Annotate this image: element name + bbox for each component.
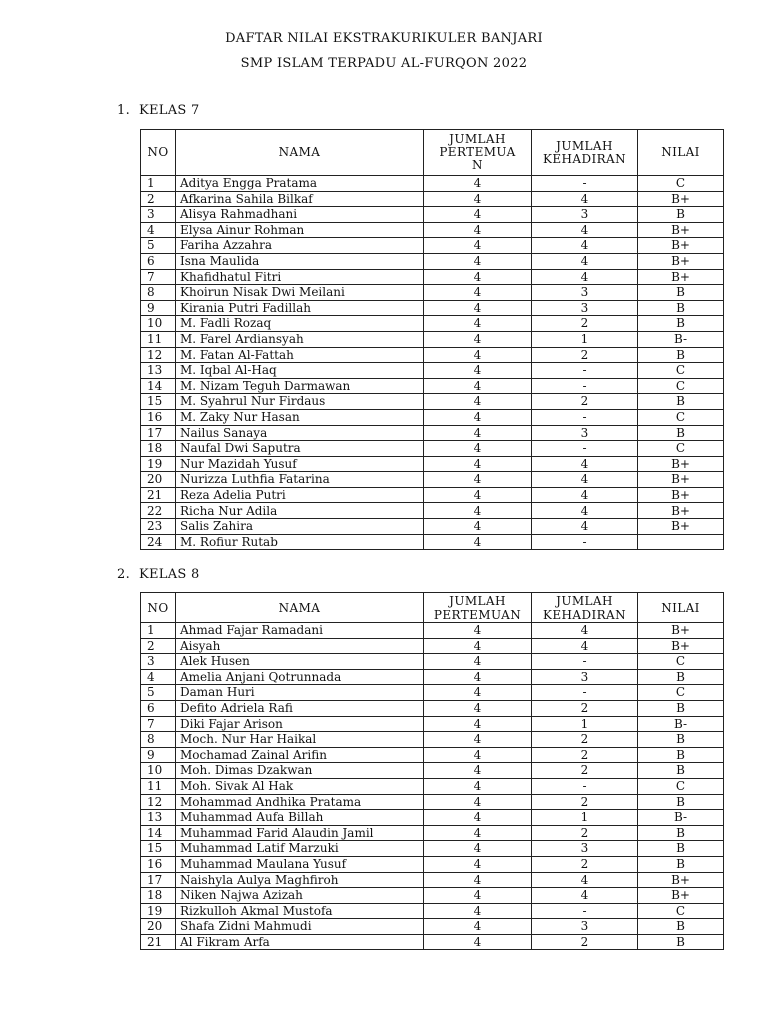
cell-jumlah-kehadiran: 2 xyxy=(532,825,638,841)
cell-jumlah-pertemuan: 4 xyxy=(424,425,532,441)
cell-jumlah-kehadiran: 1 xyxy=(532,810,638,826)
table-row xyxy=(141,347,724,363)
cell-nilai: C xyxy=(638,409,724,425)
table-row xyxy=(141,441,724,457)
table-row xyxy=(141,700,724,716)
table-row xyxy=(141,919,724,935)
cell-jumlah-kehadiran: - xyxy=(532,409,638,425)
cell-jumlah-pertemuan: 4 xyxy=(424,503,532,519)
cell-nama: Khafidhatul Fitri xyxy=(176,269,424,285)
cell-nama: M. Rofiur Rutab xyxy=(176,534,424,550)
table-row xyxy=(141,872,724,888)
cell-jumlah-pertemuan: 4 xyxy=(424,176,532,192)
cell-jumlah-pertemuan: 4 xyxy=(424,654,532,670)
cell-nilai: B xyxy=(638,841,724,857)
cell-nilai: B xyxy=(638,394,724,410)
cell-jumlah-kehadiran: 4 xyxy=(532,872,638,888)
table-row xyxy=(141,934,724,950)
table-row xyxy=(141,794,724,810)
cell-jumlah-pertemuan: 4 xyxy=(424,716,532,732)
cell-nama: M. Nizam Teguh Darmawan xyxy=(176,378,424,394)
cell-jumlah-kehadiran: 4 xyxy=(532,487,638,503)
cell-nilai: C xyxy=(638,654,724,670)
cell-nama: Muhammad Maulana Yusuf xyxy=(176,856,424,872)
cell-nilai: B xyxy=(638,732,724,748)
cell-jumlah-pertemuan: 4 xyxy=(424,841,532,857)
table-row xyxy=(141,623,724,639)
table-body xyxy=(141,176,724,550)
cell-jumlah-kehadiran: 3 xyxy=(532,669,638,685)
cell-nama: M. Zaky Nur Hasan xyxy=(176,409,424,425)
cell-nilai: C xyxy=(638,903,724,919)
cell-jumlah-kehadiran: 2 xyxy=(532,394,638,410)
cell-no: 19 xyxy=(141,903,176,919)
cell-jumlah-pertemuan: 4 xyxy=(424,919,532,935)
table-row xyxy=(141,487,724,503)
table-row xyxy=(141,269,724,285)
cell-jumlah-kehadiran: - xyxy=(532,534,638,550)
cell-nama: Shafa Zidni Mahmudi xyxy=(176,919,424,935)
cell-nilai: B+ xyxy=(638,888,724,904)
cell-jumlah-kehadiran: - xyxy=(532,378,638,394)
cell-nilai: C xyxy=(638,685,724,701)
cell-nilai: B+ xyxy=(638,503,724,519)
table-row xyxy=(141,519,724,535)
cell-jumlah-kehadiran: 3 xyxy=(532,425,638,441)
cell-nama: Diki Fajar Arison xyxy=(176,716,424,732)
cell-no: 1 xyxy=(141,176,176,192)
header-jumlah-pertemuan: JUMLAH PERTEMUA N xyxy=(424,130,532,176)
cell-jumlah-kehadiran: 2 xyxy=(532,934,638,950)
cell-jumlah-kehadiran: 1 xyxy=(532,331,638,347)
cell-no: 21 xyxy=(141,934,176,950)
cell-nama: Khoirun Nisak Dwi Meilani xyxy=(176,285,424,301)
table-row xyxy=(141,300,724,316)
cell-nilai: B+ xyxy=(638,238,724,254)
cell-no: 22 xyxy=(141,503,176,519)
cell-nilai: B+ xyxy=(638,519,724,535)
cell-nilai: B xyxy=(638,207,724,223)
cell-jumlah-pertemuan: 4 xyxy=(424,747,532,763)
table-body xyxy=(141,623,724,950)
cell-jumlah-kehadiran: 4 xyxy=(532,191,638,207)
cell-nilai: B+ xyxy=(638,191,724,207)
cell-nilai: B xyxy=(638,300,724,316)
cell-jumlah-kehadiran: 2 xyxy=(532,763,638,779)
grades-table-kelas-7 xyxy=(140,129,724,550)
table-row xyxy=(141,856,724,872)
cell-nilai: B- xyxy=(638,810,724,826)
table-row xyxy=(141,191,724,207)
cell-jumlah-pertemuan: 4 xyxy=(424,316,532,332)
header-jumlah-pertemuan: JUMLAH PERTEMUAN xyxy=(424,593,532,623)
cell-jumlah-pertemuan: 4 xyxy=(424,872,532,888)
cell-nilai: C xyxy=(638,176,724,192)
cell-jumlah-kehadiran: 2 xyxy=(532,316,638,332)
cell-jumlah-kehadiran: 4 xyxy=(532,888,638,904)
cell-jumlah-pertemuan: 4 xyxy=(424,623,532,639)
cell-jumlah-pertemuan: 4 xyxy=(424,222,532,238)
cell-jumlah-pertemuan: 4 xyxy=(424,300,532,316)
cell-nama: Ahmad Fajar Ramadani xyxy=(176,623,424,639)
cell-nilai: B+ xyxy=(638,456,724,472)
table-row xyxy=(141,888,724,904)
header-no: NO xyxy=(141,130,176,176)
cell-jumlah-pertemuan: 4 xyxy=(424,519,532,535)
cell-nama: M. Fadli Rozaq xyxy=(176,316,424,332)
cell-jumlah-pertemuan: 4 xyxy=(424,669,532,685)
cell-nama: Nailus Sanaya xyxy=(176,425,424,441)
section-heading-kelas-7 xyxy=(117,103,200,118)
cell-nilai: B xyxy=(638,316,724,332)
cell-jumlah-pertemuan: 4 xyxy=(424,456,532,472)
table-row xyxy=(141,778,724,794)
cell-no: 13 xyxy=(141,363,176,379)
cell-jumlah-kehadiran: 4 xyxy=(532,269,638,285)
cell-no: 18 xyxy=(141,888,176,904)
cell-nilai: B xyxy=(638,919,724,935)
section-heading-kelas-8 xyxy=(117,567,200,582)
cell-no: 17 xyxy=(141,425,176,441)
cell-nama: Moh. Dimas Dzakwan xyxy=(176,763,424,779)
cell-no: 13 xyxy=(141,810,176,826)
table-row xyxy=(141,285,724,301)
cell-no: 12 xyxy=(141,347,176,363)
table-row xyxy=(141,825,724,841)
cell-jumlah-kehadiran: - xyxy=(532,685,638,701)
cell-nama: Salis Zahira xyxy=(176,519,424,535)
cell-jumlah-kehadiran: - xyxy=(532,903,638,919)
cell-nama: Naishyla Aulya Maghfiroh xyxy=(176,872,424,888)
header-jumlah-kehadiran: JUMLAH KEHADIRAN xyxy=(532,593,638,623)
cell-nilai: B xyxy=(638,934,724,950)
cell-no: 9 xyxy=(141,300,176,316)
cell-jumlah-kehadiran: 2 xyxy=(532,747,638,763)
cell-jumlah-kehadiran: 4 xyxy=(532,472,638,488)
cell-nilai: C xyxy=(638,778,724,794)
cell-jumlah-kehadiran: 1 xyxy=(532,716,638,732)
cell-nilai: B+ xyxy=(638,222,724,238)
cell-no: 8 xyxy=(141,285,176,301)
cell-nilai: B- xyxy=(638,331,724,347)
cell-no: 16 xyxy=(141,856,176,872)
cell-nama: Moh. Sivak Al Hak xyxy=(176,778,424,794)
cell-nama: Al Fikram Arfa xyxy=(176,934,424,950)
cell-no: 3 xyxy=(141,207,176,223)
cell-nilai xyxy=(638,534,724,550)
cell-jumlah-pertemuan: 4 xyxy=(424,778,532,794)
cell-nilai: B- xyxy=(638,716,724,732)
cell-nama: M. Iqbal Al-Haq xyxy=(176,363,424,379)
cell-nilai: B+ xyxy=(638,487,724,503)
header-no: NO xyxy=(141,593,176,623)
cell-no: 3 xyxy=(141,654,176,670)
cell-jumlah-pertemuan: 4 xyxy=(424,253,532,269)
cell-jumlah-pertemuan: 4 xyxy=(424,732,532,748)
cell-jumlah-kehadiran: 4 xyxy=(532,238,638,254)
cell-no: 2 xyxy=(141,191,176,207)
table-row xyxy=(141,176,724,192)
cell-nilai: B xyxy=(638,747,724,763)
cell-jumlah-kehadiran: 4 xyxy=(532,456,638,472)
cell-no: 15 xyxy=(141,394,176,410)
cell-nilai: B xyxy=(638,285,724,301)
cell-no: 20 xyxy=(141,472,176,488)
cell-no: 7 xyxy=(141,269,176,285)
cell-nama: Alisya Rahmadhani xyxy=(176,207,424,223)
table-header-row xyxy=(141,130,724,176)
cell-nama: Nur Mazidah Yusuf xyxy=(176,456,424,472)
table-row xyxy=(141,253,724,269)
cell-nama: Muhammad Latif Marzuki xyxy=(176,841,424,857)
cell-jumlah-pertemuan: 4 xyxy=(424,378,532,394)
cell-nilai: B xyxy=(638,825,724,841)
cell-jumlah-kehadiran: - xyxy=(532,441,638,457)
cell-no: 11 xyxy=(141,778,176,794)
cell-nama: Fariha Azzahra xyxy=(176,238,424,254)
cell-nilai: B+ xyxy=(638,638,724,654)
cell-no: 1 xyxy=(141,623,176,639)
cell-jumlah-pertemuan: 4 xyxy=(424,763,532,779)
cell-jumlah-kehadiran: 4 xyxy=(532,503,638,519)
cell-nilai: B xyxy=(638,794,724,810)
cell-jumlah-kehadiran: - xyxy=(532,654,638,670)
cell-jumlah-pertemuan: 4 xyxy=(424,269,532,285)
cell-nama: Defito Adriela Rafi xyxy=(176,700,424,716)
cell-nilai: B+ xyxy=(638,872,724,888)
cell-jumlah-pertemuan: 4 xyxy=(424,487,532,503)
table-row xyxy=(141,207,724,223)
cell-nama: Isna Maulida xyxy=(176,253,424,269)
cell-no: 15 xyxy=(141,841,176,857)
table-row xyxy=(141,810,724,826)
cell-no: 14 xyxy=(141,825,176,841)
table-row xyxy=(141,638,724,654)
cell-jumlah-kehadiran: 4 xyxy=(532,623,638,639)
cell-jumlah-kehadiran: 2 xyxy=(532,347,638,363)
cell-jumlah-kehadiran: 3 xyxy=(532,207,638,223)
cell-nama: Amelia Anjani Qotrunnada xyxy=(176,669,424,685)
cell-no: 12 xyxy=(141,794,176,810)
cell-nilai: B xyxy=(638,347,724,363)
document-subtitle: SMP ISLAM TERPADU AL-FURQON 2022 xyxy=(240,56,528,71)
cell-no: 6 xyxy=(141,700,176,716)
cell-nama: Alek Husen xyxy=(176,654,424,670)
cell-nilai: B xyxy=(638,425,724,441)
document-title: DAFTAR NILAI EKSTRAKURIKULER BANJARI xyxy=(225,31,543,46)
cell-nama: Naufal Dwi Saputra xyxy=(176,441,424,457)
cell-jumlah-pertemuan: 4 xyxy=(424,856,532,872)
header-nama: NAMA xyxy=(176,593,424,623)
cell-jumlah-pertemuan: 4 xyxy=(424,441,532,457)
cell-jumlah-pertemuan: 4 xyxy=(424,810,532,826)
cell-jumlah-pertemuan: 4 xyxy=(424,794,532,810)
cell-nama: Mochamad Zainal Arifin xyxy=(176,747,424,763)
table-row xyxy=(141,316,724,332)
cell-jumlah-kehadiran: 2 xyxy=(532,700,638,716)
cell-nilai: C xyxy=(638,378,724,394)
table-row xyxy=(141,331,724,347)
cell-jumlah-kehadiran: 3 xyxy=(532,919,638,935)
cell-nama: Muhammad Aufa Billah xyxy=(176,810,424,826)
table-row xyxy=(141,716,724,732)
table-row xyxy=(141,363,724,379)
cell-nilai: B xyxy=(638,669,724,685)
cell-no: 23 xyxy=(141,519,176,535)
cell-jumlah-kehadiran: - xyxy=(532,363,638,379)
table-row xyxy=(141,654,724,670)
cell-nama: Afkarina Sahila Bilkaf xyxy=(176,191,424,207)
cell-nama: Reza Adelia Putri xyxy=(176,487,424,503)
cell-nama: Niken Najwa Azizah xyxy=(176,888,424,904)
cell-no: 9 xyxy=(141,747,176,763)
cell-nama: Richa Nur Adila xyxy=(176,503,424,519)
cell-jumlah-kehadiran: - xyxy=(532,176,638,192)
cell-jumlah-pertemuan: 4 xyxy=(424,903,532,919)
table-row xyxy=(141,747,724,763)
cell-nama: Nurizza Luthfia Fatarina xyxy=(176,472,424,488)
table-row xyxy=(141,685,724,701)
cell-nilai: C xyxy=(638,441,724,457)
cell-jumlah-kehadiran: 2 xyxy=(532,732,638,748)
table-row xyxy=(141,222,724,238)
cell-no: 4 xyxy=(141,222,176,238)
cell-nilai: B+ xyxy=(638,623,724,639)
cell-no: 14 xyxy=(141,378,176,394)
cell-jumlah-kehadiran: 2 xyxy=(532,794,638,810)
cell-nilai: B+ xyxy=(638,269,724,285)
cell-nilai: B+ xyxy=(638,253,724,269)
cell-no: 19 xyxy=(141,456,176,472)
cell-nama: Aditya Engga Pratama xyxy=(176,176,424,192)
cell-nama: Muhammad Farid Alaudin Jamil xyxy=(176,825,424,841)
cell-no: 24 xyxy=(141,534,176,550)
cell-no: 18 xyxy=(141,441,176,457)
cell-nilai: B xyxy=(638,700,724,716)
cell-jumlah-pertemuan: 4 xyxy=(424,638,532,654)
cell-nama: M. Farel Ardiansyah xyxy=(176,331,424,347)
cell-nama: Rizkulloh Akmal Mustofa xyxy=(176,903,424,919)
table-row xyxy=(141,425,724,441)
table-row xyxy=(141,763,724,779)
table-row xyxy=(141,378,724,394)
section-title: KELAS 8 xyxy=(139,567,200,582)
cell-nama: M. Syahrul Nur Firdaus xyxy=(176,394,424,410)
cell-jumlah-pertemuan: 4 xyxy=(424,472,532,488)
cell-no: 4 xyxy=(141,669,176,685)
section-number: 1. xyxy=(117,103,131,118)
section-number: 2. xyxy=(117,567,131,582)
cell-jumlah-pertemuan: 4 xyxy=(424,331,532,347)
header-nilai: NILAI xyxy=(638,593,724,623)
table-row xyxy=(141,409,724,425)
cell-nama: Elysa Ainur Rohman xyxy=(176,222,424,238)
cell-no: 8 xyxy=(141,732,176,748)
header-nama: NAMA xyxy=(176,130,424,176)
cell-jumlah-pertemuan: 4 xyxy=(424,534,532,550)
table-row xyxy=(141,841,724,857)
cell-jumlah-kehadiran: 3 xyxy=(532,285,638,301)
header-nilai: NILAI xyxy=(638,130,724,176)
table-row xyxy=(141,732,724,748)
cell-jumlah-kehadiran: 4 xyxy=(532,253,638,269)
cell-no: 10 xyxy=(141,763,176,779)
cell-nilai: B xyxy=(638,763,724,779)
cell-no: 20 xyxy=(141,919,176,935)
table-row xyxy=(141,472,724,488)
cell-jumlah-pertemuan: 4 xyxy=(424,285,532,301)
cell-no: 16 xyxy=(141,409,176,425)
cell-jumlah-pertemuan: 4 xyxy=(424,700,532,716)
cell-no: 10 xyxy=(141,316,176,332)
cell-jumlah-pertemuan: 4 xyxy=(424,934,532,950)
cell-jumlah-pertemuan: 4 xyxy=(424,191,532,207)
cell-jumlah-kehadiran: 3 xyxy=(532,300,638,316)
grades-table-kelas-8 xyxy=(140,592,724,950)
cell-jumlah-pertemuan: 4 xyxy=(424,363,532,379)
cell-nama: Aisyah xyxy=(176,638,424,654)
cell-nilai: C xyxy=(638,363,724,379)
cell-nilai: B xyxy=(638,856,724,872)
cell-jumlah-pertemuan: 4 xyxy=(424,347,532,363)
table-row xyxy=(141,534,724,550)
cell-jumlah-pertemuan: 4 xyxy=(424,685,532,701)
cell-jumlah-kehadiran: 3 xyxy=(532,841,638,857)
cell-nama: Kirania Putri Fadillah xyxy=(176,300,424,316)
cell-nama: M. Fatan Al-Fattah xyxy=(176,347,424,363)
cell-jumlah-pertemuan: 4 xyxy=(424,409,532,425)
cell-jumlah-kehadiran: 4 xyxy=(532,519,638,535)
cell-nama: Daman Huri xyxy=(176,685,424,701)
cell-jumlah-kehadiran: - xyxy=(532,778,638,794)
cell-jumlah-pertemuan: 4 xyxy=(424,238,532,254)
cell-nama: Moch. Nur Har Haikal xyxy=(176,732,424,748)
cell-jumlah-kehadiran: 2 xyxy=(532,856,638,872)
cell-no: 21 xyxy=(141,487,176,503)
cell-jumlah-kehadiran: 4 xyxy=(532,638,638,654)
table-header-row xyxy=(141,593,724,623)
cell-no: 7 xyxy=(141,716,176,732)
section-title: KELAS 7 xyxy=(139,103,200,118)
table-row xyxy=(141,503,724,519)
cell-nilai: B+ xyxy=(638,472,724,488)
table-row xyxy=(141,456,724,472)
cell-jumlah-pertemuan: 4 xyxy=(424,394,532,410)
table-row xyxy=(141,669,724,685)
cell-no: 6 xyxy=(141,253,176,269)
table-row xyxy=(141,903,724,919)
table-row xyxy=(141,394,724,410)
cell-jumlah-pertemuan: 4 xyxy=(424,207,532,223)
cell-no: 17 xyxy=(141,872,176,888)
cell-nama: Mohammad Andhika Pratama xyxy=(176,794,424,810)
cell-jumlah-pertemuan: 4 xyxy=(424,888,532,904)
table-row xyxy=(141,238,724,254)
cell-jumlah-pertemuan: 4 xyxy=(424,825,532,841)
cell-no: 5 xyxy=(141,685,176,701)
cell-no: 11 xyxy=(141,331,176,347)
cell-no: 5 xyxy=(141,238,176,254)
header-jumlah-kehadiran: JUMLAH KEHADIRAN xyxy=(532,130,638,176)
cell-jumlah-kehadiran: 4 xyxy=(532,222,638,238)
cell-no: 2 xyxy=(141,638,176,654)
